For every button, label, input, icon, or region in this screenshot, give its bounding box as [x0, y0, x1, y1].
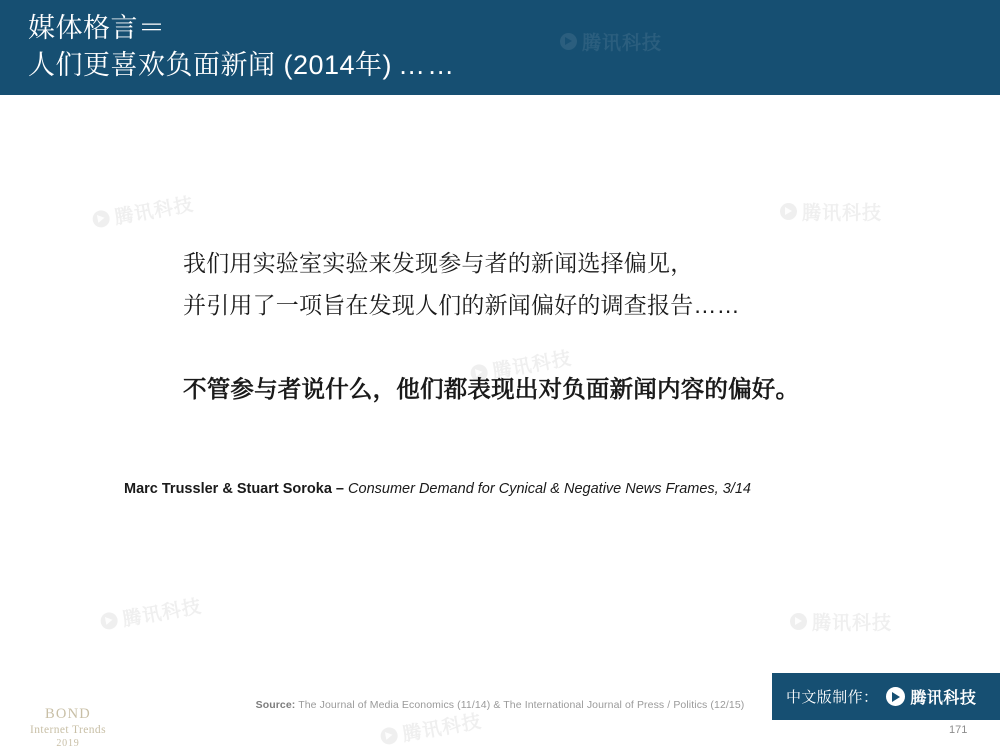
source-label: Source:	[255, 699, 296, 711]
watermark-text: 腾讯科技	[490, 348, 574, 383]
tencent-play-icon	[99, 611, 119, 631]
watermark-body-1	[90, 189, 195, 233]
source-text: The Journal of Media Economics (11/14) & The International Journal of Press / Politics (12/15)	[295, 699, 745, 711]
bond-logo-name: BOND	[45, 706, 91, 722]
tencent-play-icon	[780, 203, 797, 220]
slide-header	[0, 0, 1000, 95]
watermark-text: 腾讯科技	[582, 33, 663, 54]
watermark-text: 腾讯科技	[812, 613, 893, 634]
watermark-body-4	[98, 591, 203, 635]
bond-logo	[30, 705, 106, 750]
header-title-line-2	[28, 47, 1000, 84]
tencent-play-icon	[790, 613, 807, 630]
page-number: 171	[949, 724, 968, 736]
watermark-text: 腾讯科技	[802, 203, 883, 224]
tencent-tech-brand: 腾讯科技	[910, 690, 977, 707]
watermark-body-2	[780, 198, 882, 225]
tencent-play-icon	[886, 687, 905, 706]
tencent-play-icon	[91, 209, 111, 229]
quote-paragraph-1-line-2: 并引用了一项旨在发现人们的新闻偏好的调查报告……	[183, 292, 740, 318]
bond-logo-series: Internet Trends	[30, 724, 106, 737]
header-ellipsis: ……	[398, 50, 457, 80]
tencent-play-icon	[379, 726, 399, 746]
quote-attribution	[124, 481, 751, 497]
watermark-text: 腾讯科技	[112, 194, 196, 229]
quote-spacer	[183, 326, 923, 368]
attribution-work-title: Consumer Demand for Cynical & Negative News Frames, 3/14	[348, 481, 751, 497]
translation-credit-bar	[772, 673, 1000, 720]
watermark-body-6	[378, 706, 483, 750]
attribution-authors: Marc Trussler & Stuart Soroka –	[124, 481, 349, 497]
watermark-text: 腾讯科技	[120, 596, 204, 631]
tencent-tech-logo	[886, 685, 976, 708]
quote-paragraph-2: 不管参与者说什么，他们都表现出对负面新闻内容的偏好。	[183, 376, 800, 402]
header-title-line-2-text: 人们更喜欢负面新闻 (2014年)	[28, 50, 393, 80]
header-title-line-1: 媒体格言＝	[28, 13, 166, 43]
watermark-text: 腾讯科技	[400, 711, 484, 746]
watermark-body-5	[790, 608, 892, 635]
quote-block	[183, 242, 923, 410]
quote-paragraph-1-line-1: 我们用实验室实验来发现参与者的新闻选择偏见，	[183, 250, 694, 276]
translation-credit-label: 中文版制作：	[786, 689, 879, 706]
bond-logo-year: 2019	[56, 737, 80, 749]
